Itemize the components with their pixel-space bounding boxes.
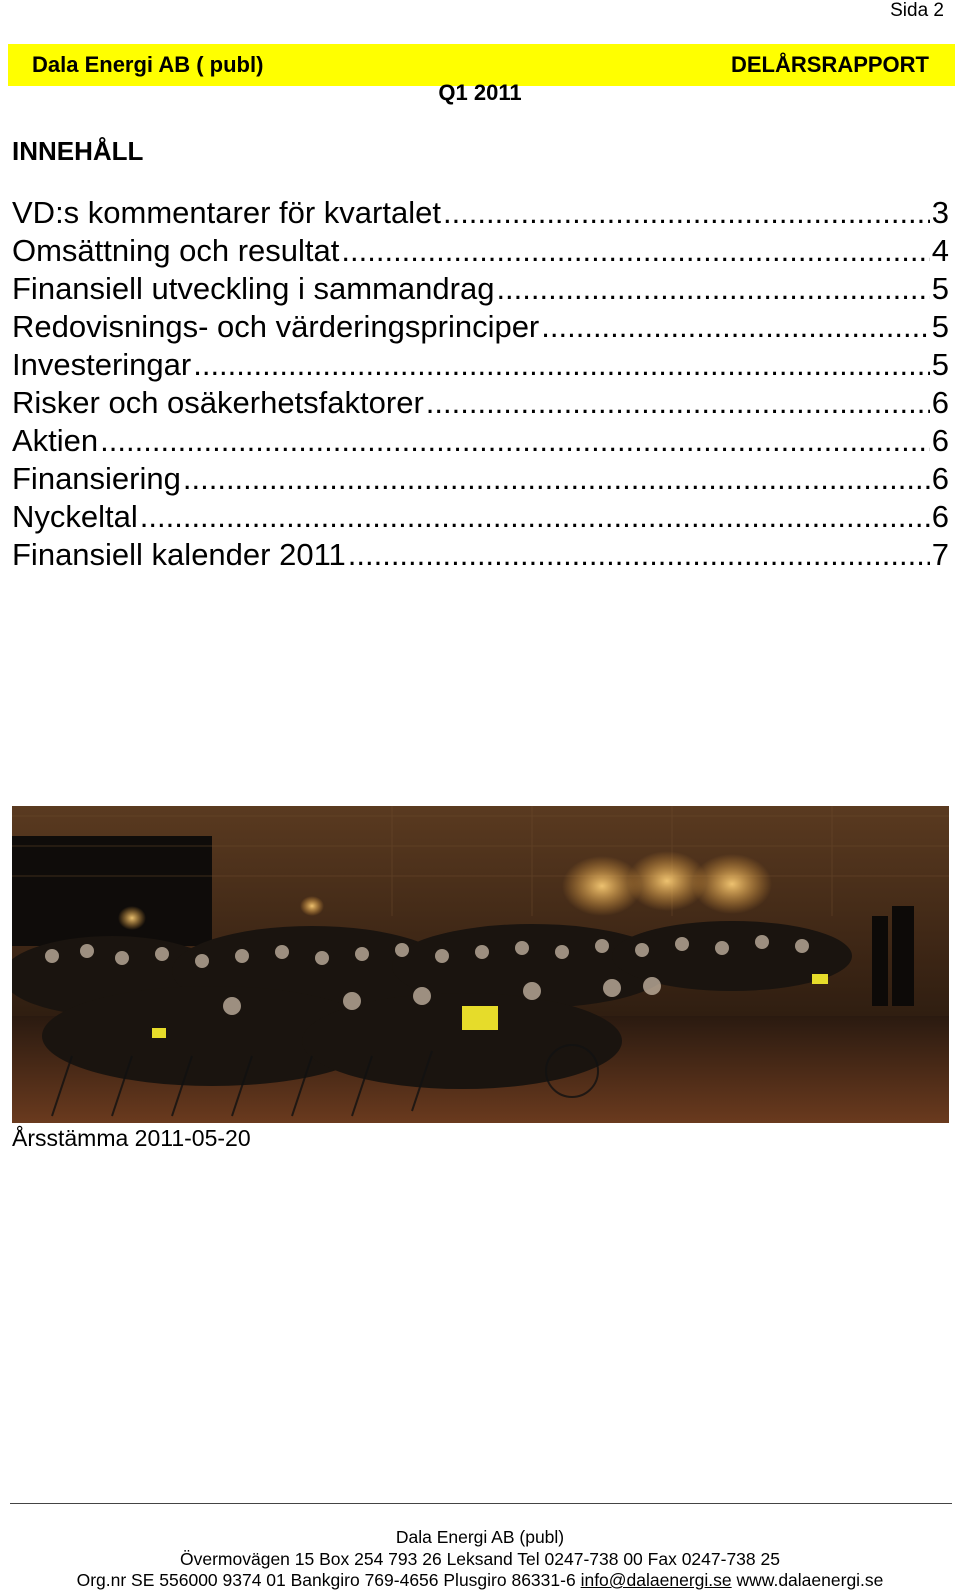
- toc-item[interactable]: [12, 194, 949, 232]
- footer-registration: [0, 1570, 960, 1591]
- meeting-photo-illustration: [12, 806, 949, 1123]
- toc-item-title: Investeringar: [12, 347, 192, 382]
- toc-item[interactable]: [12, 384, 949, 422]
- toc-item[interactable]: [12, 460, 949, 498]
- toc-item-page: 3: [931, 195, 949, 230]
- toc-item[interactable]: [12, 270, 949, 308]
- toc-item-title: Risker och osäkerhetsfaktorer: [12, 385, 424, 420]
- toc-item-title: Aktien: [12, 423, 99, 458]
- toc-leader: [541, 308, 929, 346]
- company-name: Dala Energi AB ( publ): [32, 52, 264, 77]
- toc-item-page: 6: [931, 499, 949, 534]
- toc-item-page: 6: [931, 423, 949, 458]
- toc-item-title: Omsättning och resultat: [12, 233, 340, 268]
- toc-leader: [193, 346, 930, 384]
- toc-item[interactable]: [12, 346, 949, 384]
- toc-leader: [183, 460, 930, 498]
- toc-leader: [140, 498, 930, 536]
- report-type: DELÅRSRAPPORT: [730, 52, 929, 77]
- toc-item-title: VD:s kommentarer för kvartalet: [12, 195, 441, 230]
- toc-leader: [348, 536, 930, 574]
- toc-item[interactable]: [12, 498, 949, 536]
- toc-leader: [426, 384, 930, 422]
- footer-company: Dala Energi AB (publ): [395, 1527, 565, 1547]
- toc-item-title: Finansiering: [12, 461, 181, 496]
- toc-item-title: Redovisnings- och värderingsprinciper: [12, 309, 540, 344]
- toc-item-page: 5: [931, 309, 949, 344]
- toc-item[interactable]: [12, 232, 949, 270]
- toc-item-title: Nyckeltal: [12, 499, 138, 534]
- toc-item-page: 7: [931, 537, 949, 572]
- page-number: Sida 2: [890, 0, 944, 21]
- meeting-photo: [12, 806, 949, 1123]
- toc-item-title: Finansiell kalender 2011: [12, 537, 346, 572]
- toc-item-page: 5: [931, 347, 949, 382]
- toc-item-page: 6: [931, 385, 949, 420]
- toc-leader: [443, 194, 930, 232]
- footer-address: Övermovägen 15 Box 254 793 26 Leksand Tel 0247-738 00 Fax 0247-738 25: [180, 1549, 780, 1569]
- footer-org-numbers: Org.nr SE 556000 9374 01 Bankgiro 769-4656 Plusgiro 86331-6: [76, 1570, 576, 1590]
- toc-leader: [100, 422, 930, 460]
- toc-item-page: 5: [931, 271, 949, 306]
- toc-leader: [341, 232, 929, 270]
- toc-item[interactable]: [12, 536, 949, 574]
- toc-item[interactable]: [12, 308, 949, 346]
- toc-heading: INNEHÅLL: [12, 136, 144, 166]
- footer-website[interactable]: www.dalaenergi.se: [736, 1570, 884, 1590]
- toc-item-page: 6: [931, 461, 949, 496]
- report-period: Q1 2011: [438, 80, 522, 105]
- footer-email-link[interactable]: info@dalaenergi.se: [580, 1570, 732, 1590]
- table-of-contents: [12, 194, 949, 574]
- toc-item-page: 4: [931, 233, 949, 268]
- footer-divider: [10, 1503, 952, 1504]
- toc-item-title: Finansiell utveckling i sammandrag: [12, 271, 495, 306]
- toc-item[interactable]: [12, 422, 949, 460]
- photo-caption: Årsstämma 2011-05-20: [12, 1125, 251, 1151]
- toc-leader: [496, 270, 929, 308]
